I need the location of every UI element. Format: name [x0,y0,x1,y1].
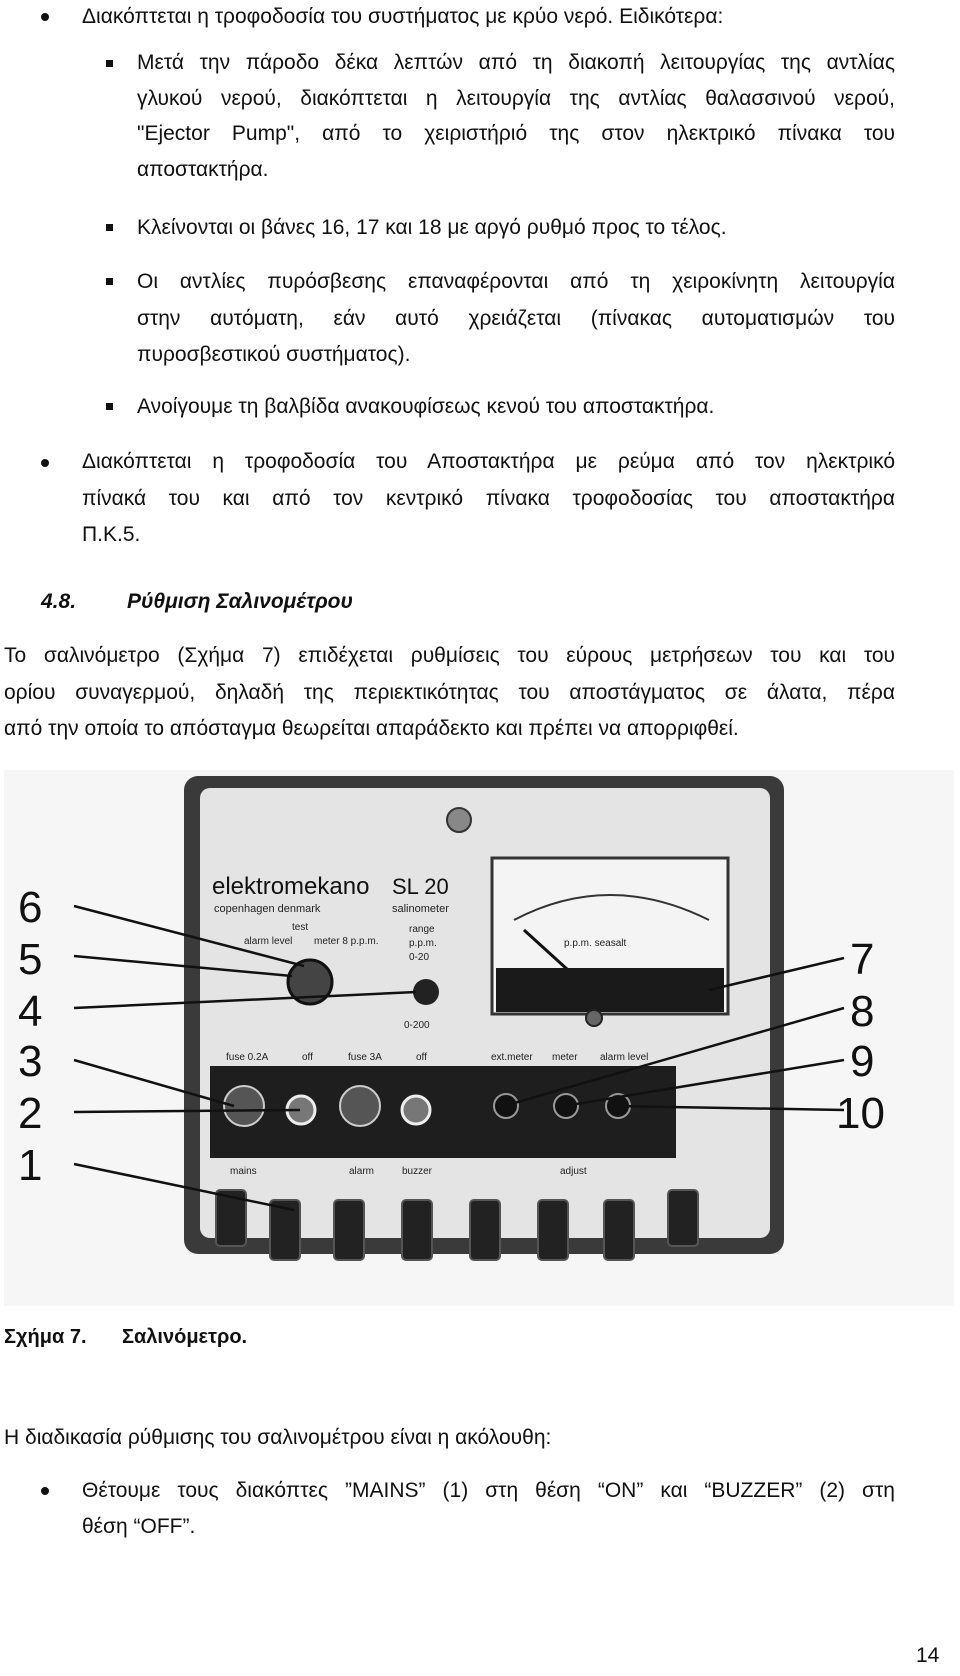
label-range-2: 0-200 [404,1020,430,1031]
sub-item-1-line-1: Μετά την πάροδο δέκα λεπτών από τη διακοπή λειτουργίας της αντλίας [137,51,895,74]
sub-item-4: Ανοίγουμε τη βαλβίδα ανακουφίσεως κενού του αποστακτήρα. [137,395,715,418]
callout-9: 9 [850,1037,875,1086]
label-range: range [409,924,435,935]
procedure-item-line-1: Θέτουμε τους διακόπτες ”MAINS” (1) στη θέση “ON” και “BUZZER” (2) στη [82,1479,895,1502]
range-switch-icon [413,979,439,1005]
label-meter-2: meter [552,1052,578,1063]
list-item-2-line-2: πίνακά του και από τον κεντρικό πίνακα τροφοδοσίας του αποστακτήρα [82,487,895,510]
sub-item-1-line-4: αποστακτήρα. [137,158,269,181]
sub-item-1-line-3: "Ejector Pump", από το χειριστήριό της στον ηλεκτρικό πίνακα του [137,122,895,145]
procedure-intro: Η διαδικασία ρύθμισης του σαλινομέτρου είναι η ακόλουθη: [4,1426,552,1449]
callout-6: 6 [18,883,43,932]
label-fuse-1: fuse 0.2A [226,1052,269,1063]
bullet-square [106,278,113,285]
callout-10: 10 [836,1089,885,1138]
gauge-screw-icon [586,1010,602,1026]
sub-item-3-line-1: Οι αντλίες πυρόσβεσης επαναφέρονται από τη χειροκίνητη λειτουργία [137,270,895,293]
bullet-dot [41,13,49,21]
procedure-item-line-2: θέση “OFF”. [82,1515,196,1538]
callout-5: 5 [18,935,43,984]
brand-sub-text: copenhagen denmark [214,903,321,915]
callout-8: 8 [850,987,875,1036]
callout-1: 1 [18,1141,43,1190]
label-fuse-2: fuse 3A [348,1052,382,1063]
buzzer-switch-icon [402,1096,430,1124]
sub-item-3-line-2: στην αυτόματη, εάν αυτό χρειάζεται (πίνακας αυτοματισμών του [137,307,895,330]
gauge-unit-text: p.p.m. seasalt [564,938,627,949]
label-off-1: off [302,1052,313,1063]
gauge-lower-band [496,968,724,1012]
label-adjust: adjust [560,1166,587,1177]
callout-4: 4 [18,987,43,1036]
callout-7: 7 [850,935,875,984]
label-ext-meter: ext.meter [491,1052,533,1063]
bullet-square [106,60,113,67]
label-mains: mains [230,1166,257,1177]
figure-caption-text: Σαλινόμετρο. [122,1326,248,1348]
callout-3: 3 [18,1037,43,1086]
list-item-1: Διακόπτεται η τροφοδοσία του συστήματος με κρύο νερό. Ειδικότερα: [82,5,724,28]
label-test: test [292,922,309,933]
label-ppm: p.p.m. [409,938,437,949]
brand-text: elektromekano [212,873,370,900]
control-strip [210,1066,676,1158]
bullet-dot [41,1487,49,1495]
label-alarm: alarm [349,1166,375,1177]
label-alarm-level: alarm level [244,936,293,947]
sub-item-2: Κλείνονται οι βάνες 16, 17 και 18 με αργό ρυθμό προς το τέλος. [137,216,727,239]
label-buzzer: buzzer [402,1166,433,1177]
label-off-2: off [416,1052,427,1063]
bullet-square [106,403,113,410]
model-sub-text: salinometer [392,903,449,915]
salinometer-photo [4,770,954,1306]
list-item-2-line-3: Π.Κ.5. [82,523,141,546]
paragraph-line-3: από την οποία το απόσταγμα θεωρείται απαράδεκτο και πρέπει να απορριφθεί. [4,717,739,740]
bullet-dot [41,459,49,467]
list-item-2-line-1: Διακόπτεται η τροφοδοσία του Αποστακτήρα με ρεύμα από τον ηλεκτρικό [82,450,895,473]
page-number: 14 [916,1644,940,1667]
top-screw-icon [447,808,471,832]
sub-item-1-line-2: γλυκού νερού, διακόπτεται η λειτουργία της αντλίας θαλασσινού νερού, [137,87,895,110]
label-meter: meter 8 p.p.m. [314,936,379,947]
label-alarm-level-2: alarm level [600,1052,649,1063]
callout-2: 2 [18,1089,43,1138]
figure-caption-label: Σχήμα 7. [4,1326,87,1348]
bullet-square [106,224,113,231]
paragraph-line-1: Το σαλινόμετρο (Σχήμα 7) επιδέχεται ρυθμίσεις του εύρους μετρήσεων του και του [4,644,895,667]
section-number: 4.8. [41,590,77,613]
label-range-1: 0-20 [409,952,430,963]
paragraph-line-2: ορίου συναγερμού, δηλαδή της περιεκτικότητας του αποστάγματος σε άλατα, πέρα [4,681,895,704]
model-text: SL 20 [392,874,449,899]
section-title: Ρύθμιση Σαλινομέτρου [127,590,353,613]
fuse-holder-2-icon [340,1086,380,1126]
sub-item-3-line-3: πυροσβεστικού συστήματος). [137,343,411,366]
